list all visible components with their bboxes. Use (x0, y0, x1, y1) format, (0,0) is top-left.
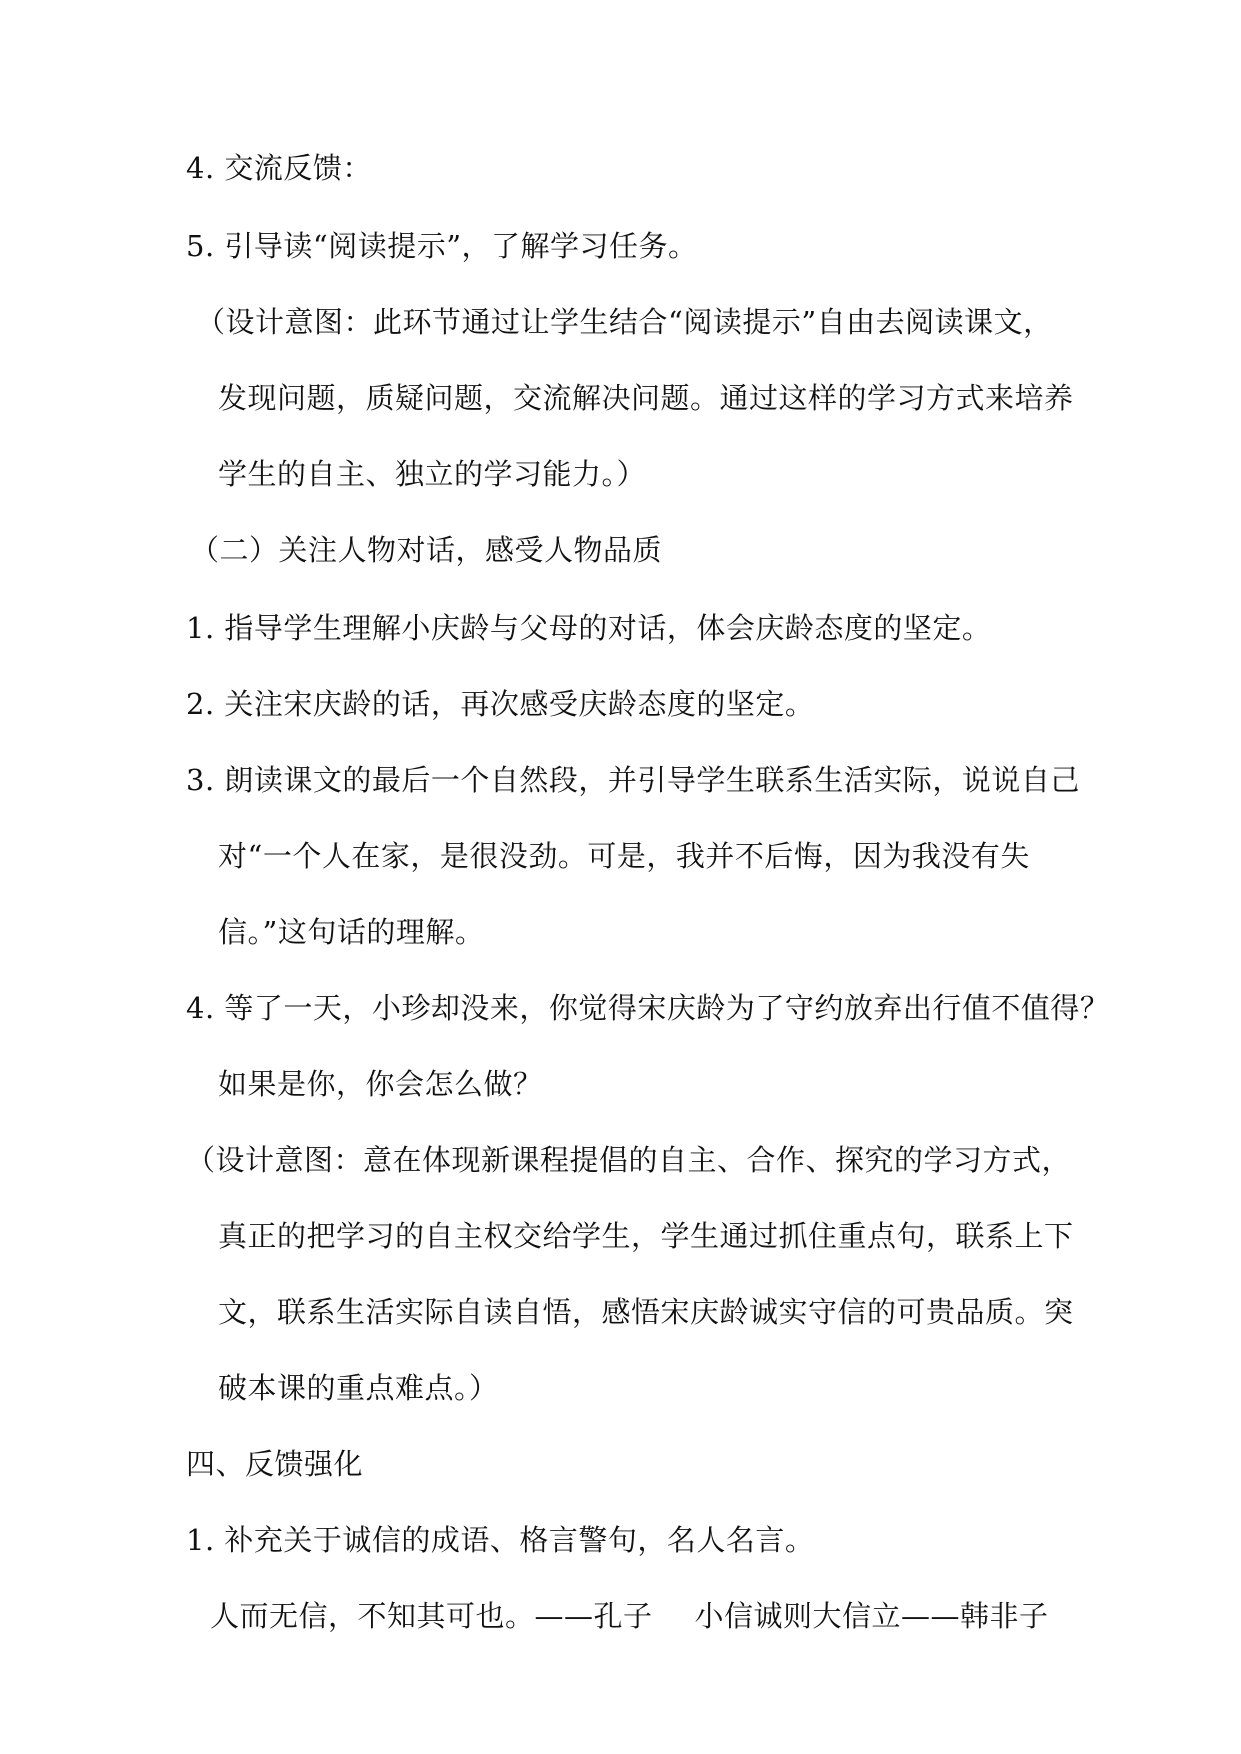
item-3-line-1: 3. 朗读课文的最后一个自然段，并引导学生联系生活实际，说说自己 (186, 763, 1080, 797)
item-2-focus-words: 2. 关注宋庆龄的话，再次感受庆龄态度的坚定。 (186, 687, 815, 721)
section-2-heading: （二）关注人物对话，感受人物品质 (190, 533, 663, 567)
item-4-line-2: 如果是你，你会怎么做？ (218, 1067, 543, 1101)
item-4-line-1: 4. 等了一天，小珍却没来，你觉得宋庆龄为了守约放弃出行值不值得？ (186, 991, 1110, 1025)
item-1-guide-dialogue: 1. 指导学生理解小庆龄与父母的对话，体会庆龄态度的坚定。 (186, 611, 992, 645)
quote-confucius: 人而无信，不知其可也。——孔子 (210, 1599, 653, 1633)
item-3-line-2: 对“一个人在家，是很没劲。可是，我并不后悔，因为我没有失 (218, 839, 1030, 873)
quotes-line-1 (210, 1596, 1049, 1636)
design-intent-2-line-4: 破本课的重点难点。） (218, 1371, 499, 1405)
design-intent-1-line-1: （设计意图：此环节通过让学生结合“阅读提示”自由去阅读课文， (196, 305, 1053, 339)
item-1-supplement: 1. 补充关于诚信的成语、格言警句，名人名言。 (186, 1523, 815, 1557)
step-5-reading-prompt: 5. 引导读“阅读提示”，了解学习任务。 (186, 229, 698, 263)
section-4-heading: 四、反馈强化 (186, 1447, 364, 1481)
step-4-exchange-feedback: 4. 交流反馈： (186, 151, 372, 185)
quote-hanfeizi: 小信诚则大信立——韩非子 (694, 1599, 1049, 1633)
design-intent-2-line-3: 文，联系生活实际自读自悟，感悟宋庆龄诚实守信的可贵品质。突 (218, 1295, 1074, 1329)
design-intent-2-line-1: （设计意图：意在体现新课程提倡的自主、合作、探究的学习方式， (186, 1143, 1072, 1177)
item-3-line-3: 信。”这句话的理解。 (218, 915, 485, 949)
design-intent-1-line-3: 学生的自主、独立的学习能力。） (218, 457, 647, 491)
design-intent-2-line-2: 真正的把学习的自主权交给学生，学生通过抓住重点句，联系上下 (218, 1219, 1074, 1253)
design-intent-1-line-2: 发现问题，质疑问题，交流解决问题。通过这样的学习方式来培养 (218, 381, 1074, 415)
